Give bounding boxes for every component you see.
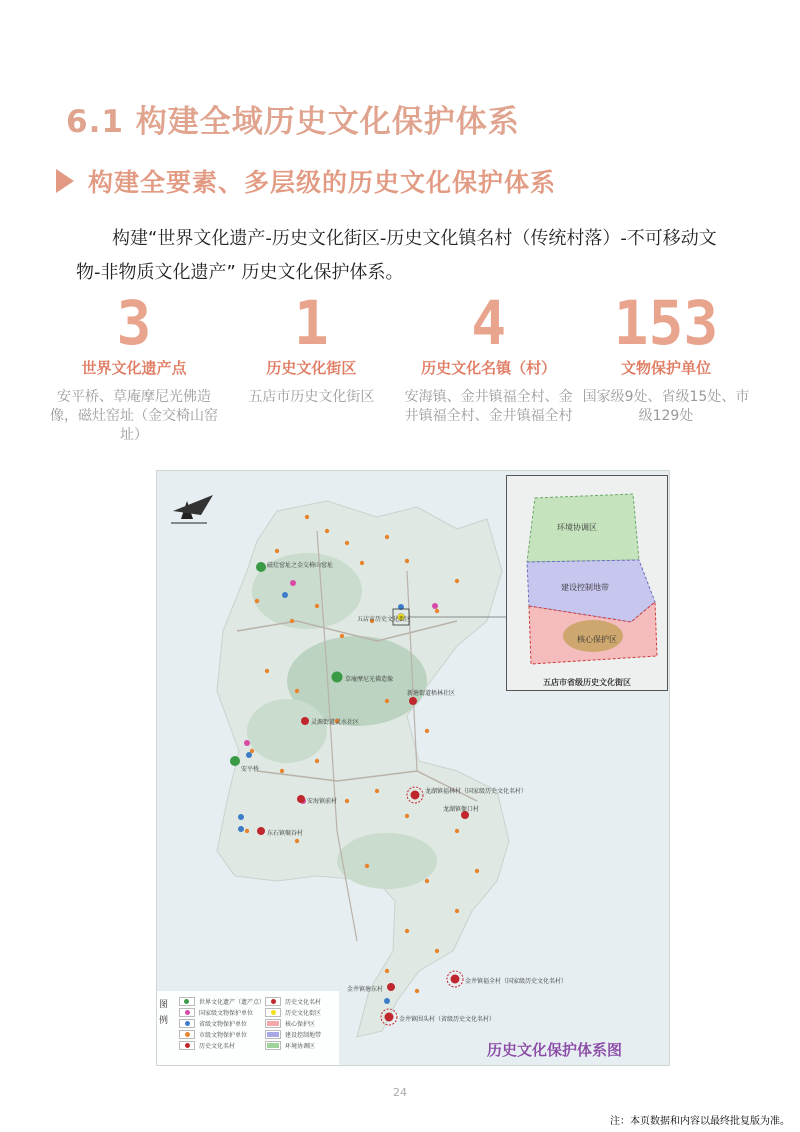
subtitle: [56, 163, 556, 199]
stat-world-heritage: [50, 287, 218, 445]
legend-item: [179, 1041, 265, 1050]
legend-item: [265, 1008, 337, 1017]
stat-protected-units: [582, 287, 750, 445]
inset-zone-control: 建设控制地带: [561, 583, 609, 592]
legend-item: [265, 1030, 337, 1039]
stat-label: 历史文化名镇（村）: [421, 359, 557, 377]
intro-paragraph: 构建“世界文化遗产-历史文化街区-历史文化镇名村（传统村落）-不可移动文物-非物质文化遗产” 历史文化保护体系。: [76, 228, 717, 283]
legend-swatch-icon: [179, 1041, 195, 1050]
label-anhai: 安海镇前村: [307, 798, 338, 805]
label-jinjiaoyi: 磁灶窑址之金交椅山窑址: [267, 562, 334, 569]
stat-number: 153: [613, 287, 719, 359]
legend-swatch-icon: [179, 1008, 195, 1017]
legend-label: 建设控制地带: [285, 1032, 322, 1039]
stat-desc: 五店市历史文化街区: [248, 389, 375, 405]
subtitle-text: 构建全要素、多层级的历史文化保护体系: [88, 168, 557, 197]
label-fulin: 龙湖镇福林村（国家级历史文化名村）: [425, 788, 528, 795]
stat-historic-towns: [404, 287, 573, 445]
inset-zone-core: 核心保护区: [577, 635, 617, 644]
legend-item: [265, 1019, 337, 1028]
label-weitou: 金井镇围头村（省级历史文化名村）: [399, 1016, 496, 1023]
legend-swatch-icon: [265, 1030, 281, 1039]
legend-label: 国家级文物保护单位: [199, 1010, 254, 1017]
legend-swatch-icon: [265, 997, 281, 1006]
legend-label: 世界文化遗产（遗产点）: [198, 999, 265, 1006]
stat-desc: 安海镇、金井镇福全村、金井镇福全村、金井镇福全村: [404, 389, 573, 424]
legend-label: 环境协调区: [285, 1043, 316, 1050]
inset-zone-env: 环境协调区: [557, 523, 597, 532]
district-inset-map: [506, 475, 668, 691]
legend-label: 市级文物保护单位: [199, 1032, 248, 1039]
legend-swatch-icon: [265, 1008, 281, 1017]
legend-label: 历史文化名村: [199, 1043, 236, 1050]
legend-item: [179, 1030, 265, 1039]
label-caoan: 草庵摩尼光佛造像: [345, 676, 394, 683]
legend-swatch-icon: [179, 1030, 195, 1039]
stat-number: 4: [471, 287, 507, 359]
label-anping-bridge: 安平桥: [241, 766, 260, 773]
legend-swatch-icon: [179, 1019, 195, 1028]
label-yakou: 龙湖镇衙口村: [443, 806, 480, 813]
stat-number: 1: [293, 287, 329, 359]
legend-label: 历史文化名村: [285, 999, 322, 1006]
legend-item: [179, 1008, 265, 1017]
stat-desc: 安平桥、草庵摩尼光佛造像，磁灶窑址（金交椅山窑址）: [50, 389, 218, 443]
label-fuquan: 金井镇福全村（国家级历史文化名村）: [465, 978, 568, 985]
legend-label: 省级文物保护单位: [199, 1021, 248, 1028]
legend-label: 历史文化街区: [285, 1010, 322, 1017]
legend-items: [179, 997, 337, 1050]
legend-item: [179, 1019, 265, 1028]
stats-row: [50, 287, 750, 445]
legend-swatch-icon: [265, 1019, 281, 1028]
legend-item: [179, 997, 265, 1006]
inset-caption: 五店市省级历史文化街区: [543, 678, 631, 687]
label-bogu: 东石镇檗谷村: [267, 830, 304, 837]
legend-label: 核心保护区: [285, 1021, 316, 1028]
triangle-bullet-icon: [56, 169, 74, 193]
label-tangdong: 金井镇塘东村: [347, 986, 384, 993]
legend-item: [265, 997, 337, 1006]
label-wulin: 新塘街道梧林社区: [407, 690, 456, 697]
stat-desc: 国家级9处、省级15处、市级129处: [582, 389, 750, 424]
stat-label: 文物保护单位: [620, 359, 711, 377]
inset-drawing: [507, 476, 667, 690]
label-lingshui: 灵源街道灵水社区: [311, 719, 360, 726]
legend-swatch-icon: [265, 1041, 281, 1050]
stat-label: 历史文化街区: [266, 359, 357, 377]
legend-title: 图例: [159, 1000, 169, 1026]
footnote: 注：本页数据和内容以最终批复版为准。: [610, 1116, 790, 1127]
legend-swatch-icon: [179, 997, 195, 1006]
stat-historic-district: [227, 287, 395, 445]
section-title: 6.1 构建全域历史文化保护体系: [66, 104, 520, 140]
legend-item: [265, 1041, 337, 1050]
label-wudianshi: 五店市历史文化街区: [357, 616, 412, 623]
heritage-map: [156, 470, 670, 1066]
stat-number: 3: [116, 287, 152, 359]
map-legend: [157, 991, 339, 1065]
stat-label: 世界文化遗产点: [81, 359, 187, 377]
page-number: 24: [393, 1086, 407, 1099]
map-title: 历史文化保护体系图: [487, 1041, 623, 1059]
